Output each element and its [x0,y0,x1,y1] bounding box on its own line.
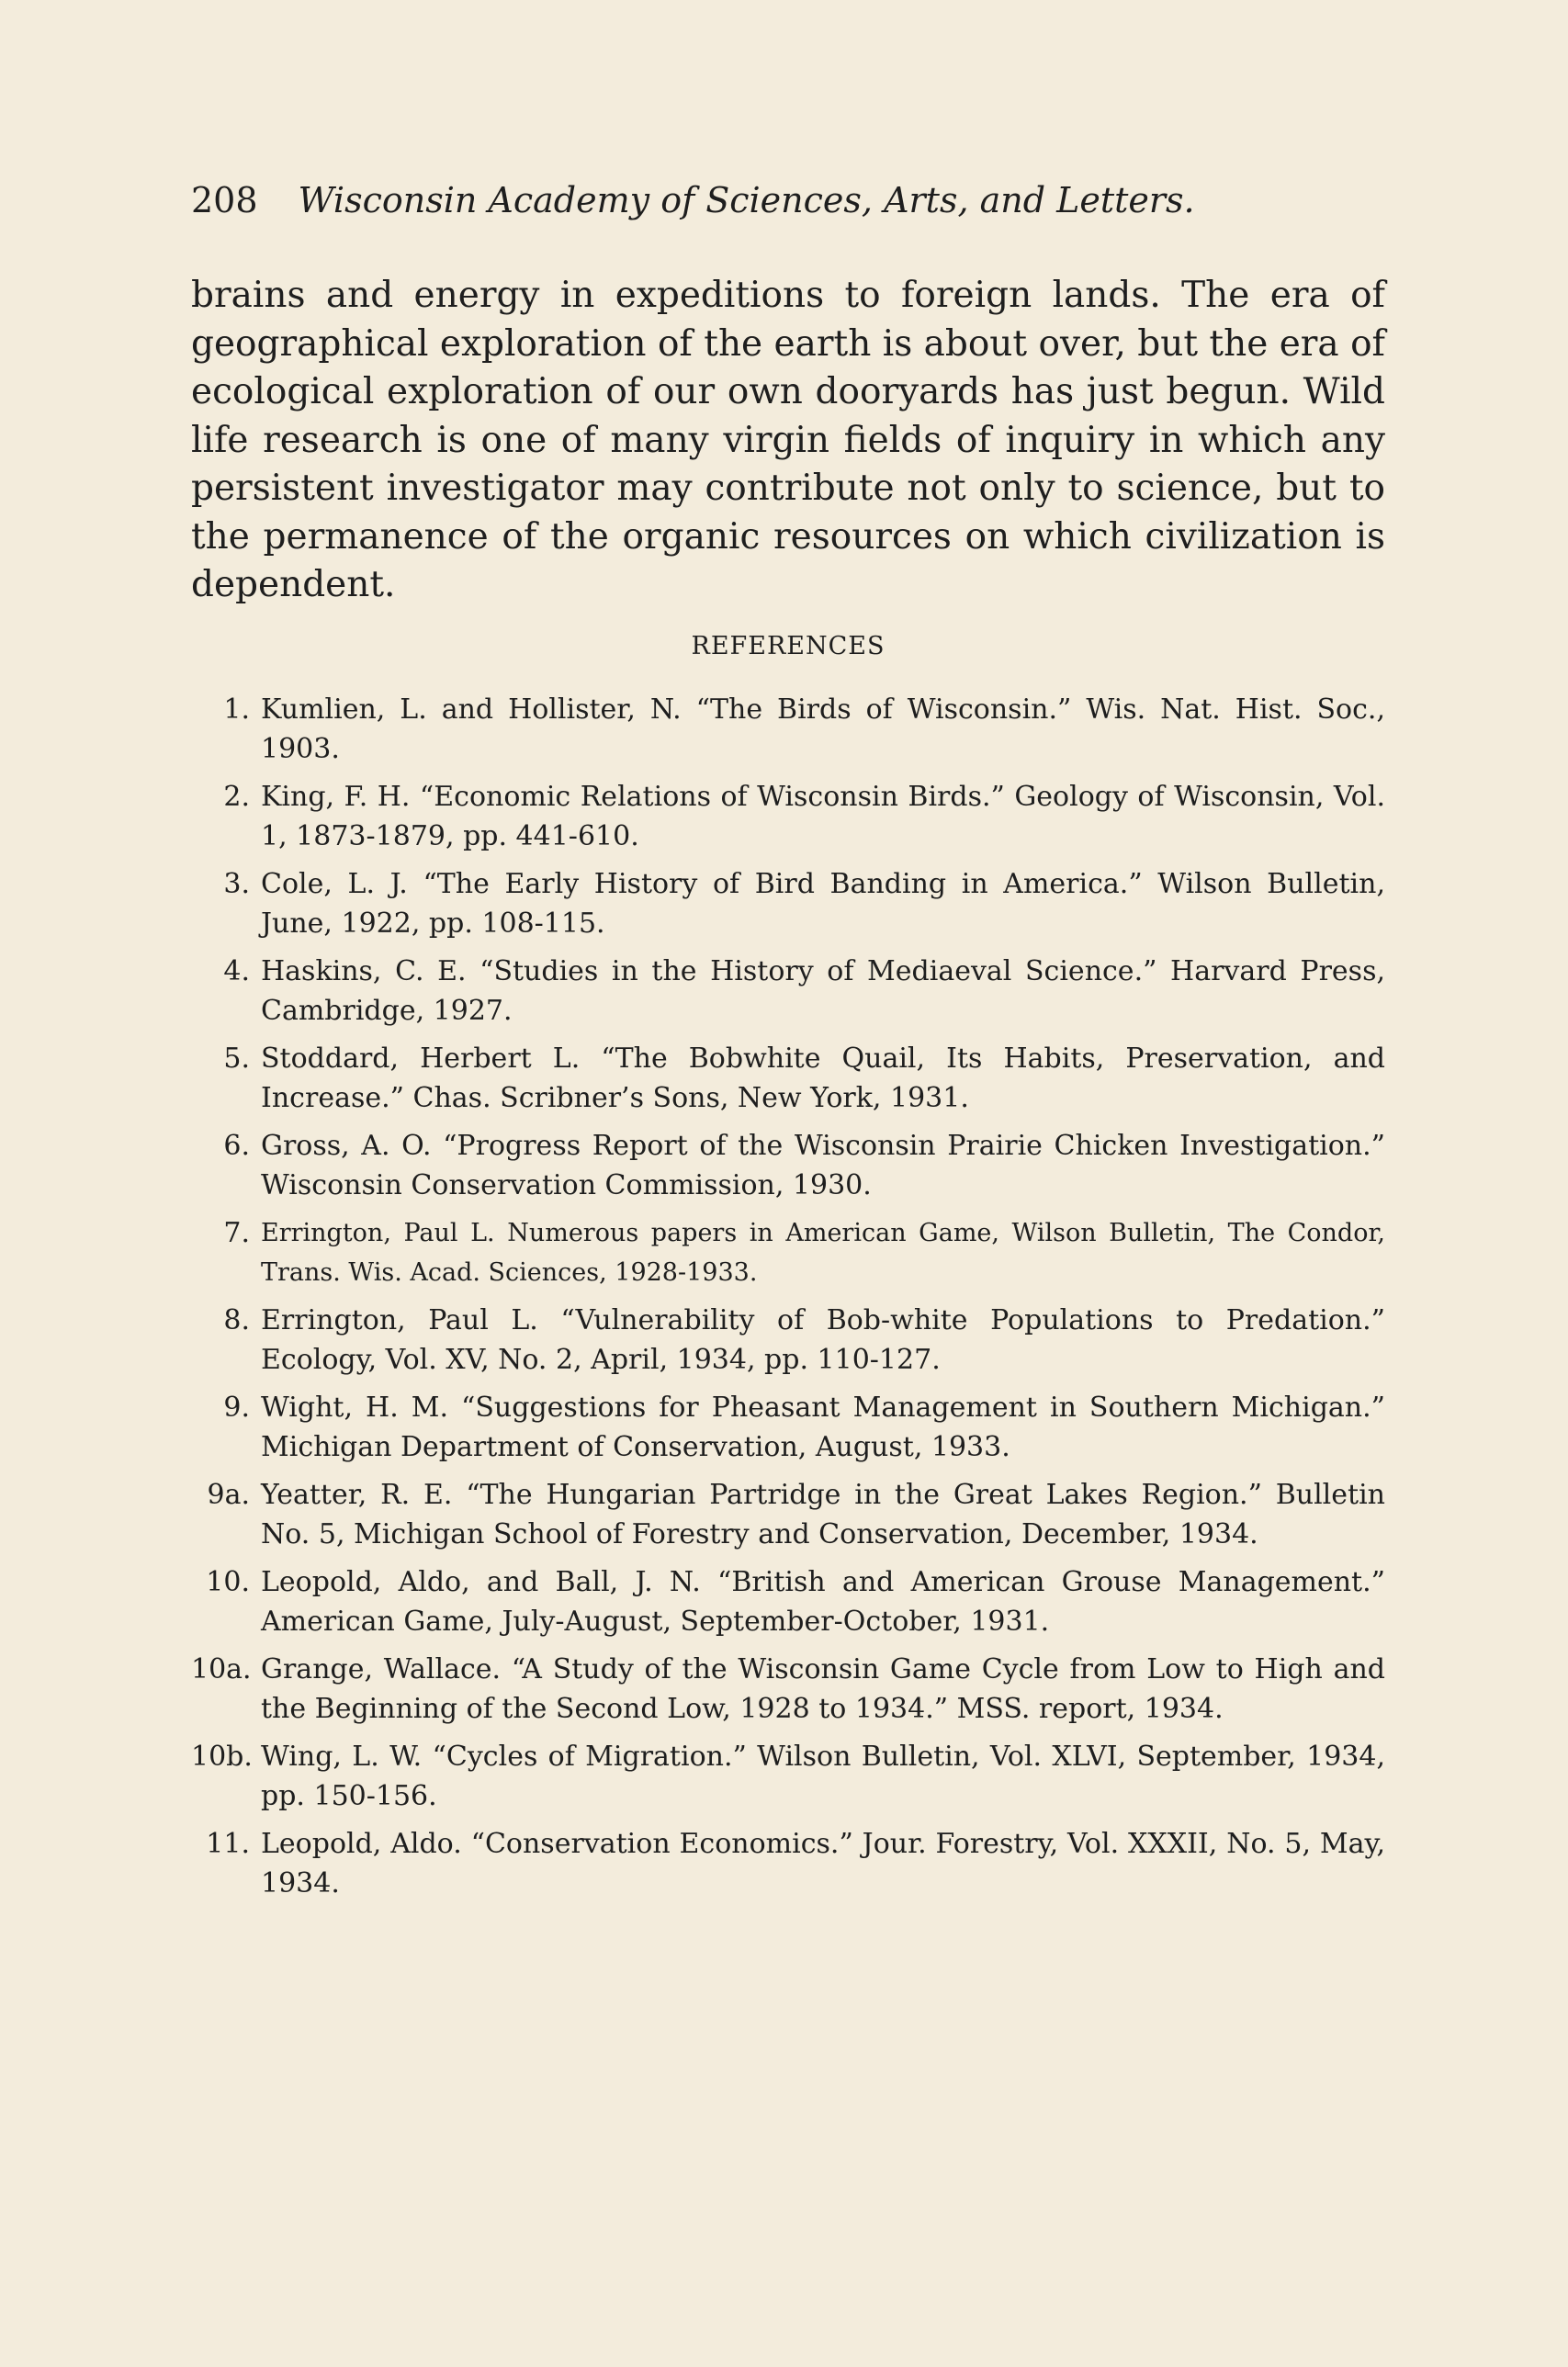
reference-text: Cole, L. J. “The Early History of Bird Banding in America.” Wilson Bulletin, June, 1922, pp. 108-115. [261,868,1385,940]
reference-item [191,778,1385,856]
reference-item [191,1214,1385,1292]
references-heading: REFERENCES [691,632,886,660]
reference-item [191,952,1385,1031]
reference-text: Wing, L. W. “Cycles of Migration.” Wilson Bulletin, Vol. XLVI, September, 1934, pp. 150-156. [261,1741,1385,1812]
reference-text: Errington, Paul L. “Vulnerability of Bob-white Populations to Predation.” Ecology, Vol. XV, No. 2, April, 1934, pp. 110-127. [261,1304,1385,1376]
reference-item [191,1651,1385,1729]
reference-number: 6. [223,1130,250,1162]
reference-text: Wight, H. M. “Suggestions for Pheasant Management in Southern Michigan.” Michigan Department of Conservation, August, 1933. [261,1392,1385,1463]
reference-item [191,865,1385,943]
reference-text: Yeatter, R. E. “The Hungarian Partridge in the Great Lakes Region.” Bulletin No. 5, Michigan School of Forestry and Conservation, December, 1934. [261,1479,1385,1550]
reference-item [191,1389,1385,1467]
references-list [191,691,1385,1912]
reference-number: 11. [206,1828,250,1860]
reference-item [191,1127,1385,1205]
reference-text: Grange, Wallace. “A Study of the Wisconsin Game Cycle from Low to High and the Beginning of the Second Low, 1928 to 1934.” MSS. report, 1934. [261,1653,1385,1725]
reference-text: Stoddard, Herbert L. “The Bobwhite Quail, Its Habits, Preservation, and Increase.” Chas. Scribner’s Sons, New York, 1931. [261,1043,1385,1114]
journal-title: Wisconsin Academy of Sciences, Arts, and Letters. [298,180,1195,220]
reference-number: 8. [223,1304,250,1336]
reference-number: 10. [206,1566,250,1598]
reference-item [191,1825,1385,1903]
reference-number: 9a. [207,1479,250,1511]
reference-text: Gross, A. O. “Progress Report of the Wisconsin Prairie Chicken Investigation.” Wisconsin Conservation Commission, 1930. [261,1130,1385,1201]
reference-number: 2. [223,781,250,813]
reference-number: 4. [223,955,250,987]
reference-item [191,1738,1385,1816]
reference-item [191,1563,1385,1641]
reference-number: 10a. [191,1653,252,1685]
reference-number: 3. [223,868,250,900]
running-head [191,176,1385,224]
reference-number: 7. [223,1217,250,1249]
reference-item [191,1302,1385,1380]
reference-item [191,1040,1385,1118]
reference-text: Leopold, Aldo. “Conservation Economics.” Jour. Forestry, Vol. XXXII, No. 5, May, 1934. [261,1828,1385,1899]
reference-item [191,691,1385,769]
reference-number: 5. [223,1043,250,1075]
reference-text: Kumlien, L. and Hollister, N. “The Birds of Wisconsin.” Wis. Nat. Hist. Soc., 1903. [261,693,1385,765]
page-number: 208 [191,180,258,220]
reference-number: 9. [223,1392,250,1424]
reference-text: Haskins, C. E. “Studies in the History of Mediaeval Science.” Harvard Press, Cambridge, 1927. [261,955,1385,1027]
reference-text: Errington, Paul L. Numerous papers in American Game, Wilson Bulletin, The Condor, Trans. Wis. Acad. Sciences, 1928-1933. [261,1219,1385,1287]
reference-number: 1. [223,693,250,726]
reference-number: 10b. [191,1741,253,1773]
reference-item [191,1476,1385,1554]
body-paragraph: brains and energy in expeditions to foreign lands. The era of geographical exploration of the earth is about over, but the era of ecological exploration of our own dooryards has just begun. Wild life research is one of many virgin fields of inquiry in which any persistent investigator may contribute not only to science, but to the permanence of the organic resources on which civilization is dependent. [191,275,1385,605]
reference-text: Leopold, Aldo, and Ball, J. N. “British and American Grouse Management.” American Game, July-August, September-October, 1931. [261,1566,1385,1638]
reference-text: King, F. H. “Economic Relations of Wisconsin Birds.” Geology of Wisconsin, Vol. 1, 1873-1879, pp. 441-610. [261,781,1385,852]
